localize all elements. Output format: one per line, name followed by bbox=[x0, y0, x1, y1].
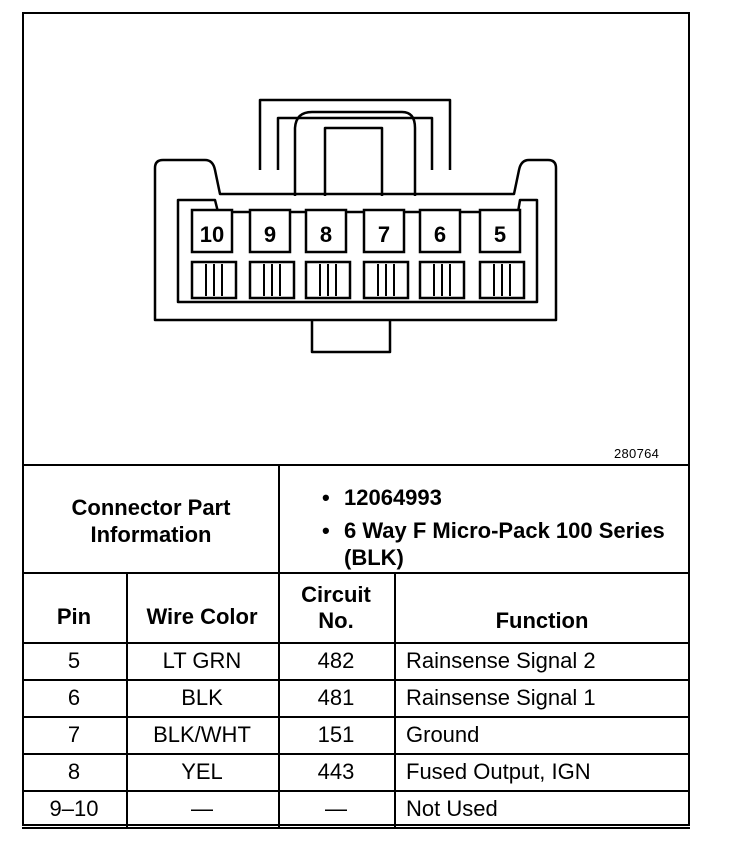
cavity-group bbox=[192, 210, 524, 298]
connector-info-text: 12064993 bbox=[344, 485, 442, 510]
cell-pin: 6 bbox=[67, 685, 81, 710]
connector-info-label: Connector Part Information bbox=[71, 495, 231, 547]
table-top-rule bbox=[22, 464, 690, 466]
connector-info-item bbox=[320, 484, 680, 511]
latch-slot bbox=[325, 128, 382, 196]
cavity-number: 7 bbox=[377, 222, 391, 247]
cell-wire-color: LT GRN bbox=[162, 648, 242, 673]
column-header-pin: Pin bbox=[56, 604, 92, 629]
connector-info-list bbox=[320, 484, 680, 577]
cell-pin: 9–10 bbox=[49, 796, 99, 821]
cell-circuit-no: — bbox=[325, 796, 347, 821]
column-divider bbox=[126, 572, 128, 827]
cavity-number: 8 bbox=[319, 222, 333, 247]
cell-circuit-no: 482 bbox=[317, 648, 355, 673]
bullet-icon: • bbox=[322, 485, 330, 510]
cell-function: Ground bbox=[406, 722, 480, 747]
cell-pin: 7 bbox=[67, 722, 81, 747]
column-header-circuit-no: Circuit No. bbox=[301, 582, 371, 633]
bullet-icon: • bbox=[322, 518, 330, 543]
connector-info-item bbox=[320, 517, 680, 571]
cell-wire-color: YEL bbox=[181, 759, 223, 784]
cavity-number: 5 bbox=[493, 222, 507, 247]
row-rule bbox=[22, 716, 690, 718]
cell-function: Rainsense Signal 2 bbox=[406, 648, 596, 673]
cell-function: Not Used bbox=[406, 796, 498, 821]
cell-wire-color: BLK bbox=[181, 685, 223, 710]
cavity-number: 9 bbox=[263, 222, 277, 247]
column-divider bbox=[278, 572, 280, 827]
cell-function: Fused Output, IGN bbox=[406, 759, 591, 784]
header-bottom-rule bbox=[22, 642, 690, 644]
cavity-number: 6 bbox=[433, 222, 447, 247]
row-rule bbox=[22, 827, 690, 829]
cell-pin: 5 bbox=[67, 648, 81, 673]
cell-circuit-no: 443 bbox=[317, 759, 355, 784]
figure-number: 280764 bbox=[614, 446, 660, 461]
latch-outer bbox=[260, 100, 450, 170]
bottom-key bbox=[312, 320, 390, 352]
cell-circuit-no: 481 bbox=[317, 685, 355, 710]
info-divider bbox=[278, 464, 280, 572]
column-header-wire-color: Wire Color bbox=[146, 604, 258, 629]
cell-function: Rainsense Signal 1 bbox=[406, 685, 596, 710]
cavity-number: 10 bbox=[199, 222, 225, 247]
column-header-function: Function bbox=[495, 608, 589, 633]
cell-pin: 8 bbox=[67, 759, 81, 784]
row-rule bbox=[22, 753, 690, 755]
cell-circuit-no: 151 bbox=[317, 722, 355, 747]
row-rule bbox=[22, 790, 690, 792]
connector-info-text: 6 Way F Micro-Pack 100 Series (BLK) bbox=[344, 518, 665, 570]
cell-wire-color: BLK/WHT bbox=[153, 722, 251, 747]
latch-inner bbox=[278, 118, 432, 170]
cell-wire-color: — bbox=[191, 796, 213, 821]
row-rule bbox=[22, 679, 690, 681]
latch-tab bbox=[295, 112, 415, 196]
column-divider bbox=[394, 572, 396, 827]
